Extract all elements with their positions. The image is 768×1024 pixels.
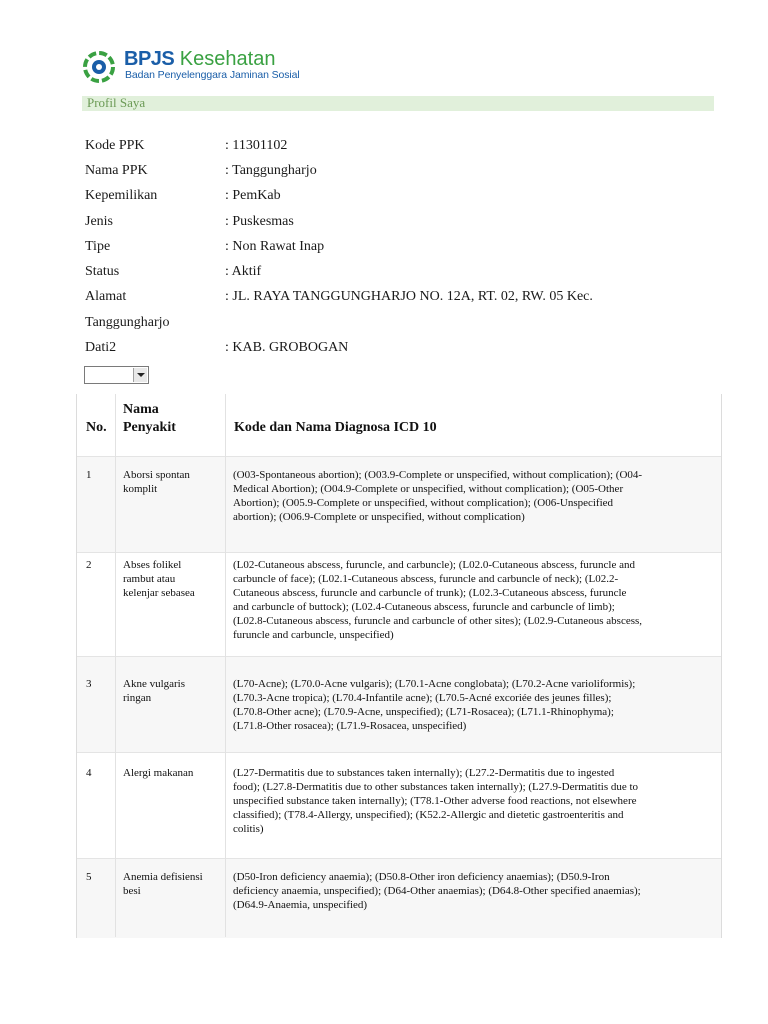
logo-brand-part2: Kesehatan — [174, 48, 276, 70]
logo-brand-text — [124, 48, 275, 70]
disease-name — [123, 870, 227, 898]
icd-codes — [233, 468, 715, 524]
row-number: 5 — [86, 871, 92, 883]
profile-value-dati2: : KAB. GROBOGAN — [225, 340, 349, 355]
profile-label-nama-ppk: Nama PPK — [85, 163, 148, 178]
disease-name-line: kelenjar sebasea — [123, 587, 195, 599]
profile-label-kepemilikan: Kepemilikan — [85, 188, 158, 203]
icd-code-line: (L70.8-Other acne); (L70.9-Acne, unspecified); (L71-Rosacea); (L71.1-Rhinophyma); — [233, 706, 614, 718]
header-nama-line2: Penyakit — [123, 420, 176, 435]
diagnosis-table — [76, 394, 722, 938]
icd-code-line: Cutaneous abscess, furuncle and carbuncle of trunk); (L02.3-Cutaneous abscess, furuncle — [233, 587, 627, 599]
icd-code-line: deficiency anaemia, unspecified); (D64-Other anaemias); (D64.8-Other specified anaemias); — [233, 885, 641, 897]
row-divider — [77, 656, 721, 657]
icd-code-line: (L71.8-Other rosacea); (L71.9-Rosacea, unspecified) — [233, 720, 467, 732]
disease-name-line: rambut atau — [123, 573, 176, 585]
icd-code-line: food); (L27.8-Dermatitis due to other substances taken internally); (L27.9-Dermatitis due to — [233, 781, 639, 793]
profile-label-dati2: Dati2 — [85, 340, 117, 355]
profile-value-status: : Aktif — [225, 264, 262, 279]
icd-code-line: (D50-Iron deficiency anaemia); (D50.8-Other iron deficiency anaemias); (D50.9-Iron — [233, 871, 610, 883]
icd-codes — [233, 870, 715, 912]
profile-value-tipe: : Non Rawat Inap — [225, 239, 325, 254]
disease-name — [123, 558, 227, 600]
icd-code-line: furuncle and carbuncle, unspecified) — [233, 629, 394, 641]
row-divider — [77, 456, 721, 457]
header-no: No. — [86, 420, 107, 435]
icd-code-line: carbuncle of face); (L02.1-Cutaneous abscess, furuncle and carbuncle of neck); (L02.2- — [233, 573, 619, 585]
icd-codes — [233, 558, 715, 642]
disease-name — [123, 677, 227, 705]
row-divider — [77, 858, 721, 859]
icd-code-line: (O03-Spontaneous abortion); (O03.9-Complete or unspecified, without complication); (O04- — [233, 469, 643, 481]
header-kode-diagnosa: Kode dan Nama Diagnosa ICD 10 — [234, 420, 437, 435]
disease-name — [123, 468, 227, 496]
profile-label-tipe: Tipe — [85, 239, 111, 254]
bpjs-emblem-icon — [82, 50, 118, 84]
profile-label-alamat: Alamat — [85, 289, 127, 304]
icd-codes — [233, 766, 715, 836]
profile-value-jenis: : Puskesmas — [225, 214, 294, 229]
icd-code-line: classified); (T78.4-Allergy, unspecified); (K52.2-Allergic and dietetic gastroenteritis and — [233, 809, 624, 821]
disease-name-line: Akne vulgaris — [123, 678, 186, 690]
profile-header-title: Profil Saya — [87, 95, 146, 110]
icd-code-line: and carbuncle of buttock); (L02.4-Cutaneous abscess, furuncle and carbuncle of limb); — [233, 601, 615, 613]
chevron-down-icon[interactable] — [133, 368, 147, 382]
icd-code-line: (L70-Acne); (L70.0-Acne vulgaris); (L70.1-Acne conglobata); (L70.2-Acne varioliformis); — [233, 678, 636, 690]
profile-value-kepemilikan: : PemKab — [225, 188, 281, 203]
row-number: 3 — [86, 678, 92, 690]
icd-code-line: (L70.3-Acne tropica); (L70.4-Infantile acne); (L70.5-Acné excoriée des jeunes filles); — [233, 692, 612, 704]
icd-code-line: Abortion); (O05.9-Complete or unspecified, without complication); (O06-Unspecified — [233, 497, 614, 509]
profile-label-status: Status — [85, 264, 120, 279]
disease-name-line: besi — [123, 885, 141, 897]
icd-code-line: (L27-Dermatitis due to substances taken internally); (L27.2-Dermatitis due to ingested — [233, 767, 615, 779]
profile-value-nama-ppk: : Tanggungharjo — [225, 163, 317, 178]
profile-value-alamat: : JL. RAYA TANGGUNGHARJO NO. 12A, RT. 02, RW. 05 Kec. — [225, 289, 593, 304]
profile-label-kode-ppk: Kode PPK — [85, 138, 145, 153]
icd-code-line: (L02.8-Cutaneous abscess, furuncle and carbuncle of other sites); (L02.9-Cutaneous abscess, — [233, 615, 643, 627]
profile-label-jenis: Jenis — [85, 214, 113, 229]
icd-code-line: unspecified substance taken internally); (T78.1-Other adverse food reactions, not elsewhere — [233, 795, 637, 807]
logo-subtitle: Badan Penyelenggara Jaminan Sosial — [125, 69, 300, 81]
profile-header-bar — [82, 96, 714, 111]
disease-name-line: Anemia defisiensi — [123, 871, 203, 883]
header-nama-line1: Nama — [123, 402, 159, 417]
row-number: 2 — [86, 559, 92, 571]
disease-name-line: komplit — [123, 483, 158, 495]
row-number: 4 — [86, 767, 92, 779]
profile-value-kode-ppk: : 11301102 — [225, 138, 288, 153]
icd-code-line: abortion); (O06.9-Complete or unspecified, without complication) — [233, 511, 525, 523]
disease-name — [123, 766, 227, 780]
icd-codes — [233, 677, 715, 733]
disease-name-line: Abses folikel — [123, 559, 182, 571]
diagnosis-filter-select[interactable] — [84, 366, 149, 384]
icd-code-line: (L02-Cutaneous abscess, furuncle, and carbuncle); (L02.0-Cutaneous abscess, furuncle and — [233, 559, 635, 571]
disease-name-line: Aborsi spontan — [123, 469, 190, 481]
bpjs-logo — [82, 48, 300, 84]
profile-alamat-continuation: Tanggungharjo — [85, 315, 170, 330]
disease-name-line: ringan — [123, 692, 152, 704]
row-number: 1 — [86, 469, 92, 481]
row-divider — [77, 752, 721, 753]
row-divider — [77, 552, 721, 553]
icd-code-line: (D64.9-Anaemia, unspecified) — [233, 899, 368, 911]
icd-code-line: colitis) — [233, 823, 264, 835]
disease-name-line: Alergi makanan — [123, 767, 194, 779]
icd-code-line: Medical Abortion); (O04.9-Complete or unspecified, without complication); (O05-Other — [233, 483, 624, 495]
logo-brand-part1: BPJS — [124, 48, 175, 70]
